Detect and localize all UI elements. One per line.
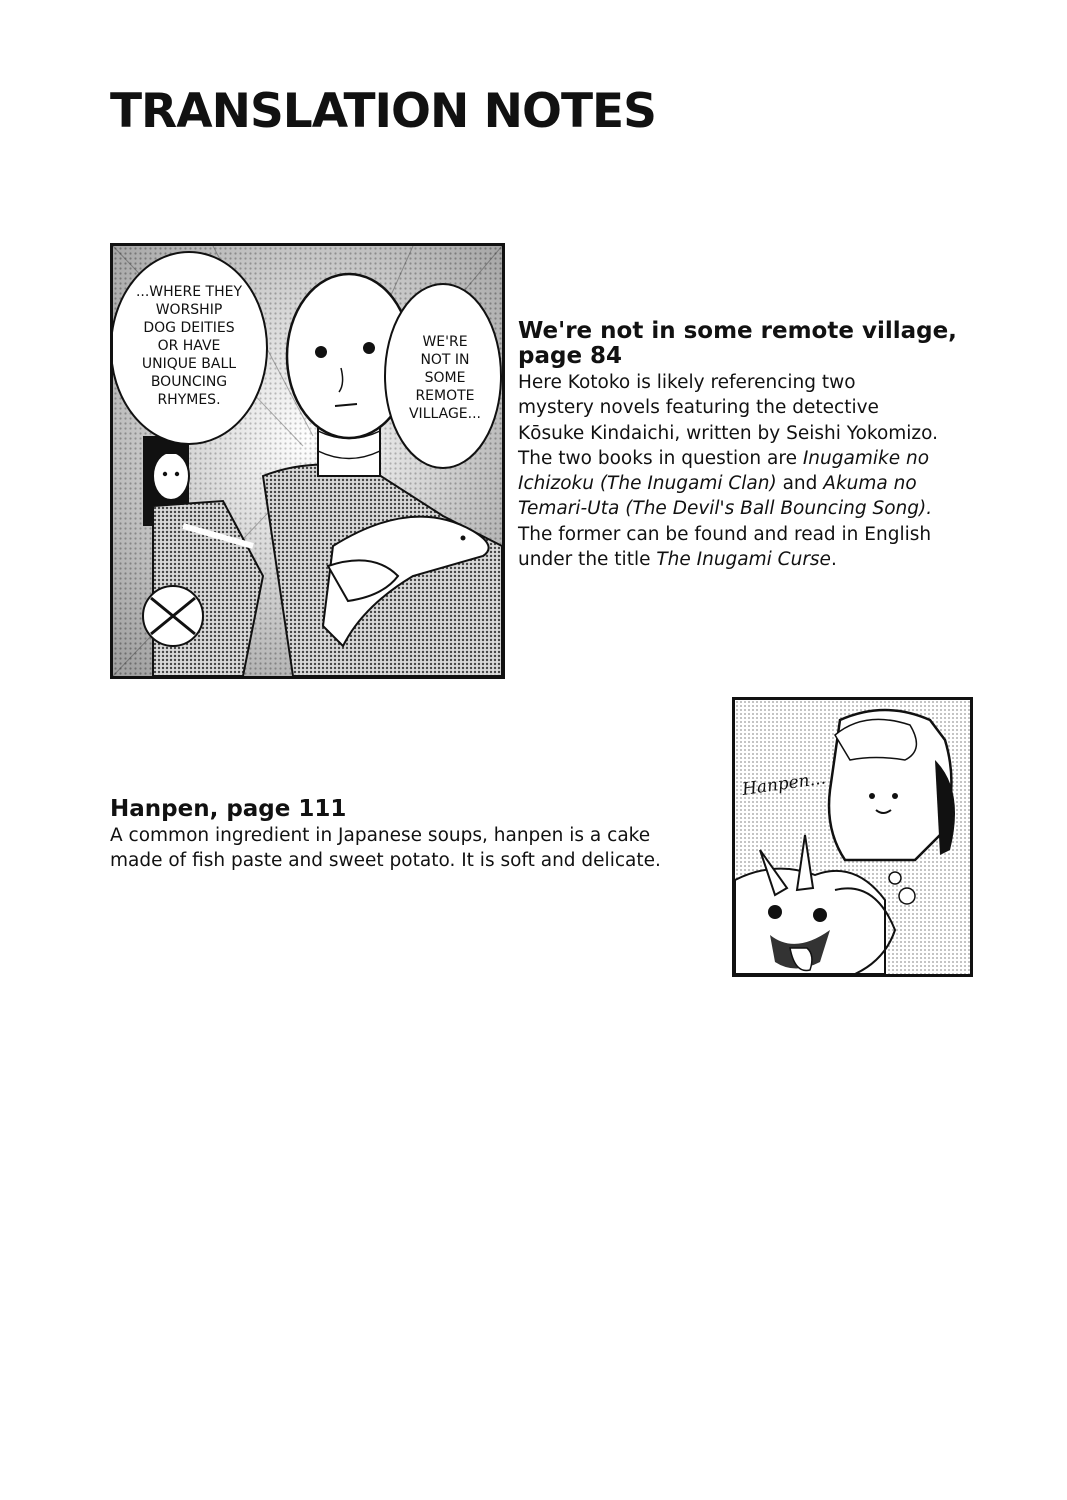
manga-panel-remote-village-art <box>113 246 502 676</box>
note-body-line: The former can be found and read in English <box>518 523 932 545</box>
note-body-line: Kōsuke Kindaichi, written by Seishi Yokomizo. <box>518 422 939 444</box>
bubble-right-line-1: WE'RE <box>422 334 468 350</box>
note-body-line: and <box>776 473 824 495</box>
manga-panel-remote-village <box>110 243 505 679</box>
note-body-line: under the title <box>518 549 657 571</box>
note-body-remote-village <box>518 370 1058 572</box>
note-heading-hanpen: Hanpen, page 111 <box>110 796 347 822</box>
note-body-line: mystery novels featuring the detective <box>518 397 879 419</box>
book-title-akuma: Akuma no <box>823 473 917 495</box>
page-title: TRANSLATION NOTES <box>110 84 656 139</box>
bubble-left-line-4: OR HAVE <box>157 338 221 354</box>
bubble-left-line-3: DOG DEITIES <box>143 320 235 336</box>
note-body-line: made of fish paste and sweet potato. It is soft and delicate. <box>110 850 661 872</box>
bubble-right-line-5: VILLAGE... <box>408 406 482 422</box>
book-title-inugamike-cont: Ichizoku (The Inugami Clan) <box>518 473 777 495</box>
bubble-right-line-4: REMOTE <box>415 388 475 404</box>
bubble-left-line-1: ...WHERE THEY <box>135 284 243 300</box>
note-body-line: . <box>830 549 837 571</box>
note-heading-remote-village-line-1: We're not in some remote village, <box>518 318 957 344</box>
bubble-left-line-7: RHYMES. <box>157 392 221 408</box>
bubble-left-line-5: UNIQUE BALL <box>141 356 237 372</box>
book-title-akuma-cont: Temari-Uta (The Devil's Ball Bouncing Song). <box>518 498 933 520</box>
manga-panel-hanpen <box>732 697 973 977</box>
book-title-inugamike: Inugamike no <box>802 447 930 469</box>
note-heading-remote-village <box>518 319 1038 369</box>
bubble-left-line-6: BOUNCING <box>150 374 228 390</box>
manga-panel-hanpen-art <box>735 700 970 974</box>
bubble-left-line-2: WORSHIP <box>155 302 223 318</box>
note-body-line: A common ingredient in Japanese soups, hanpen is a cake <box>110 825 651 846</box>
note-heading-remote-village-line-2: page 84 <box>518 343 623 369</box>
book-title-inugami-curse: The Inugami Curse <box>656 549 831 571</box>
bubble-right-line-2: NOT IN <box>420 352 470 368</box>
bubble-right-line-3: SOME <box>424 370 466 386</box>
note-body-line: The two books in question are <box>518 447 803 469</box>
note-body-line: Here Kotoko is likely referencing two <box>518 372 856 393</box>
note-body-hanpen <box>110 823 720 874</box>
hanpen-caption: Hanpen... <box>740 768 827 800</box>
